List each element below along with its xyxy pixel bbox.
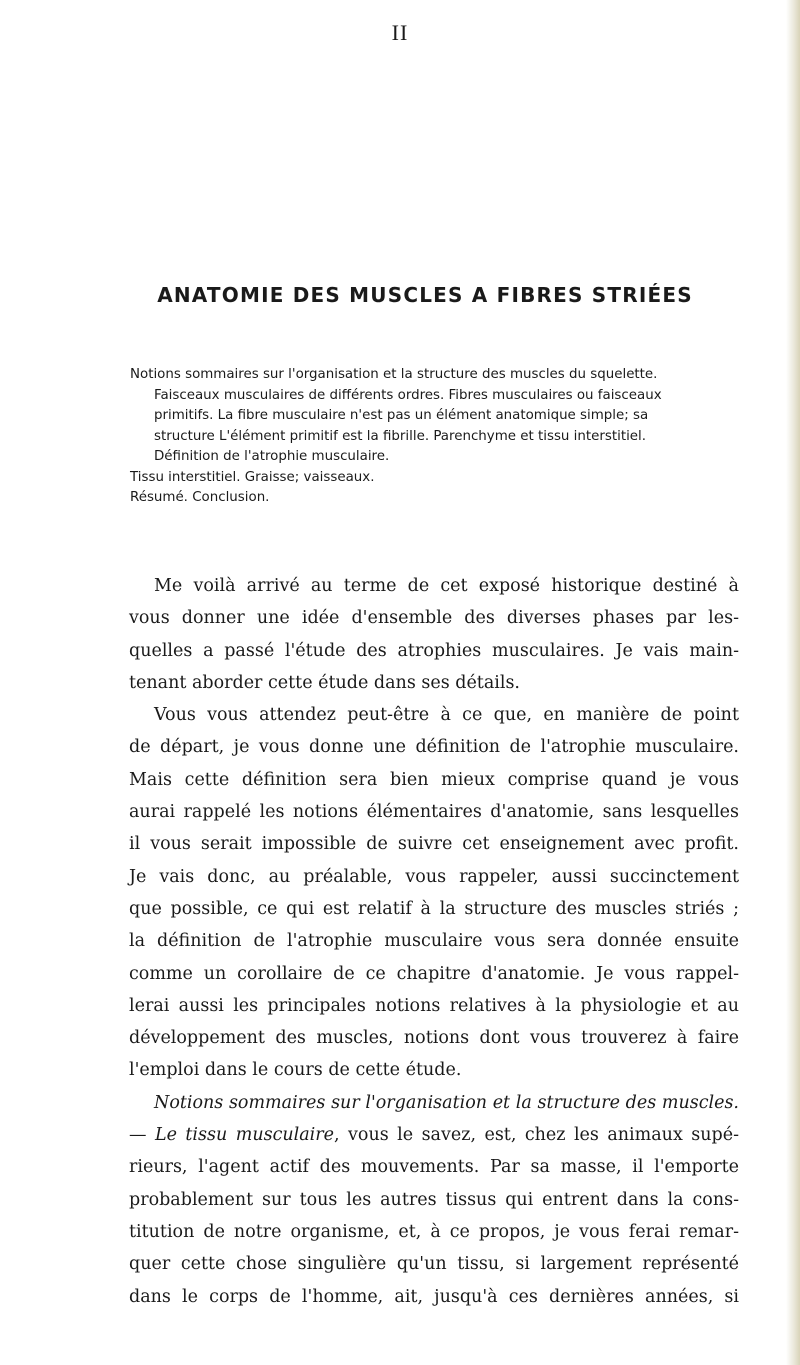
text-line: aurai rappelé les notions élémentaires d'anatomie, sans lesquelles [129,802,739,823]
text-line: tenant aborder cette étude dans ses détails. [129,672,520,693]
summary-line: Tissu interstitiel. Graisse; vaisseaux. [130,469,375,485]
paragraph-1 [129,570,739,699]
term-emphasis: Le tissu musculaire [154,1125,334,1146]
paragraph-3 [129,1087,739,1313]
summary-line: primitifs. La fibre musculaire n'est pas un élément anatomique simple; sa [154,408,649,423]
summary-line: Faisceaux musculaires de différents ordres. Fibres musculaires ou faisceaux [154,387,662,403]
text-line: il vous serait impossible de suivre cet enseignement avec profit. [129,834,739,855]
text-line: de départ, je vous donne une définition de l'atrophie musculaire. [129,737,739,758]
chapter-summary [130,365,710,509]
text-line: Je vais donc, au préalable, vous rappeler, aussi succinctement [129,866,739,887]
text-line: probablement sur tous les autres tissus qui entrent dans la cons- [129,1189,739,1210]
summary-line: Résumé. Conclusion. [130,490,270,505]
text-line: Me voilà arrivé au terme de cet exposé historique destiné à [154,576,739,596]
text-line: l'emploi dans le cours de cette étude. [129,1060,462,1081]
text-line: que possible, ce qui est relatif à la structure des muscles striés ; [129,898,739,919]
text-line: dans le corps de l'homme, ait, jusqu'à ces dernières années, si [129,1286,739,1307]
summary-line: Définition de l'atrophie musculaire. [154,449,390,464]
text-line: lerai aussi les principales notions relatives à la physiologie et au [129,995,739,1016]
text-line: titution de notre organisme, et, à ce propos, je vous ferai remar- [129,1221,739,1242]
paragraph-2 [129,699,739,1087]
dash: — [129,1125,155,1146]
text-line: développement des muscles, notions dont vous trouverez à faire [129,1028,739,1049]
text-line: quer cette chose singulière qu'un tissu, si largement représenté [129,1254,739,1275]
page-edge [786,0,800,1365]
chapter-title: ANATOMIE DES MUSCLES A FIBRES STRIÉES [157,283,693,307]
section-heading: Notions sommaires sur l'organisation et la structure des muscles. [154,1092,739,1113]
text-line: la définition de l'atrophie musculaire vous sera donnée ensuite [129,931,739,952]
body-text [129,570,739,1313]
text-fragment: , vous le savez, est, chez les animaux supé- [334,1125,739,1146]
text-line: Mais cette définition sera bien mieux comprise quand je vous [129,769,739,790]
summary-line: structure L'élément primitif est la fibrille. Parenchyme et tissu interstitiel. [154,428,647,444]
summary-line: Notions sommaires sur l'organisation et la structure des muscles du squelette. [130,367,658,382]
text-line: vous donner une idée d'ensemble des diverses phases par les- [129,608,739,629]
text-line: quelles a passé l'étude des atrophies musculaires. Je vais main- [129,640,739,661]
chapter-number: II [391,20,409,45]
text-line: rieurs, l'agent actif des mouvements. Par sa masse, il l'emporte [129,1157,739,1178]
text-line: Vous vous attendez peut-être à ce que, en manière de point [154,705,739,726]
text-line: comme un corollaire de ce chapitre d'anatomie. Je vous rappel- [129,963,739,984]
text-line [129,1119,739,1151]
